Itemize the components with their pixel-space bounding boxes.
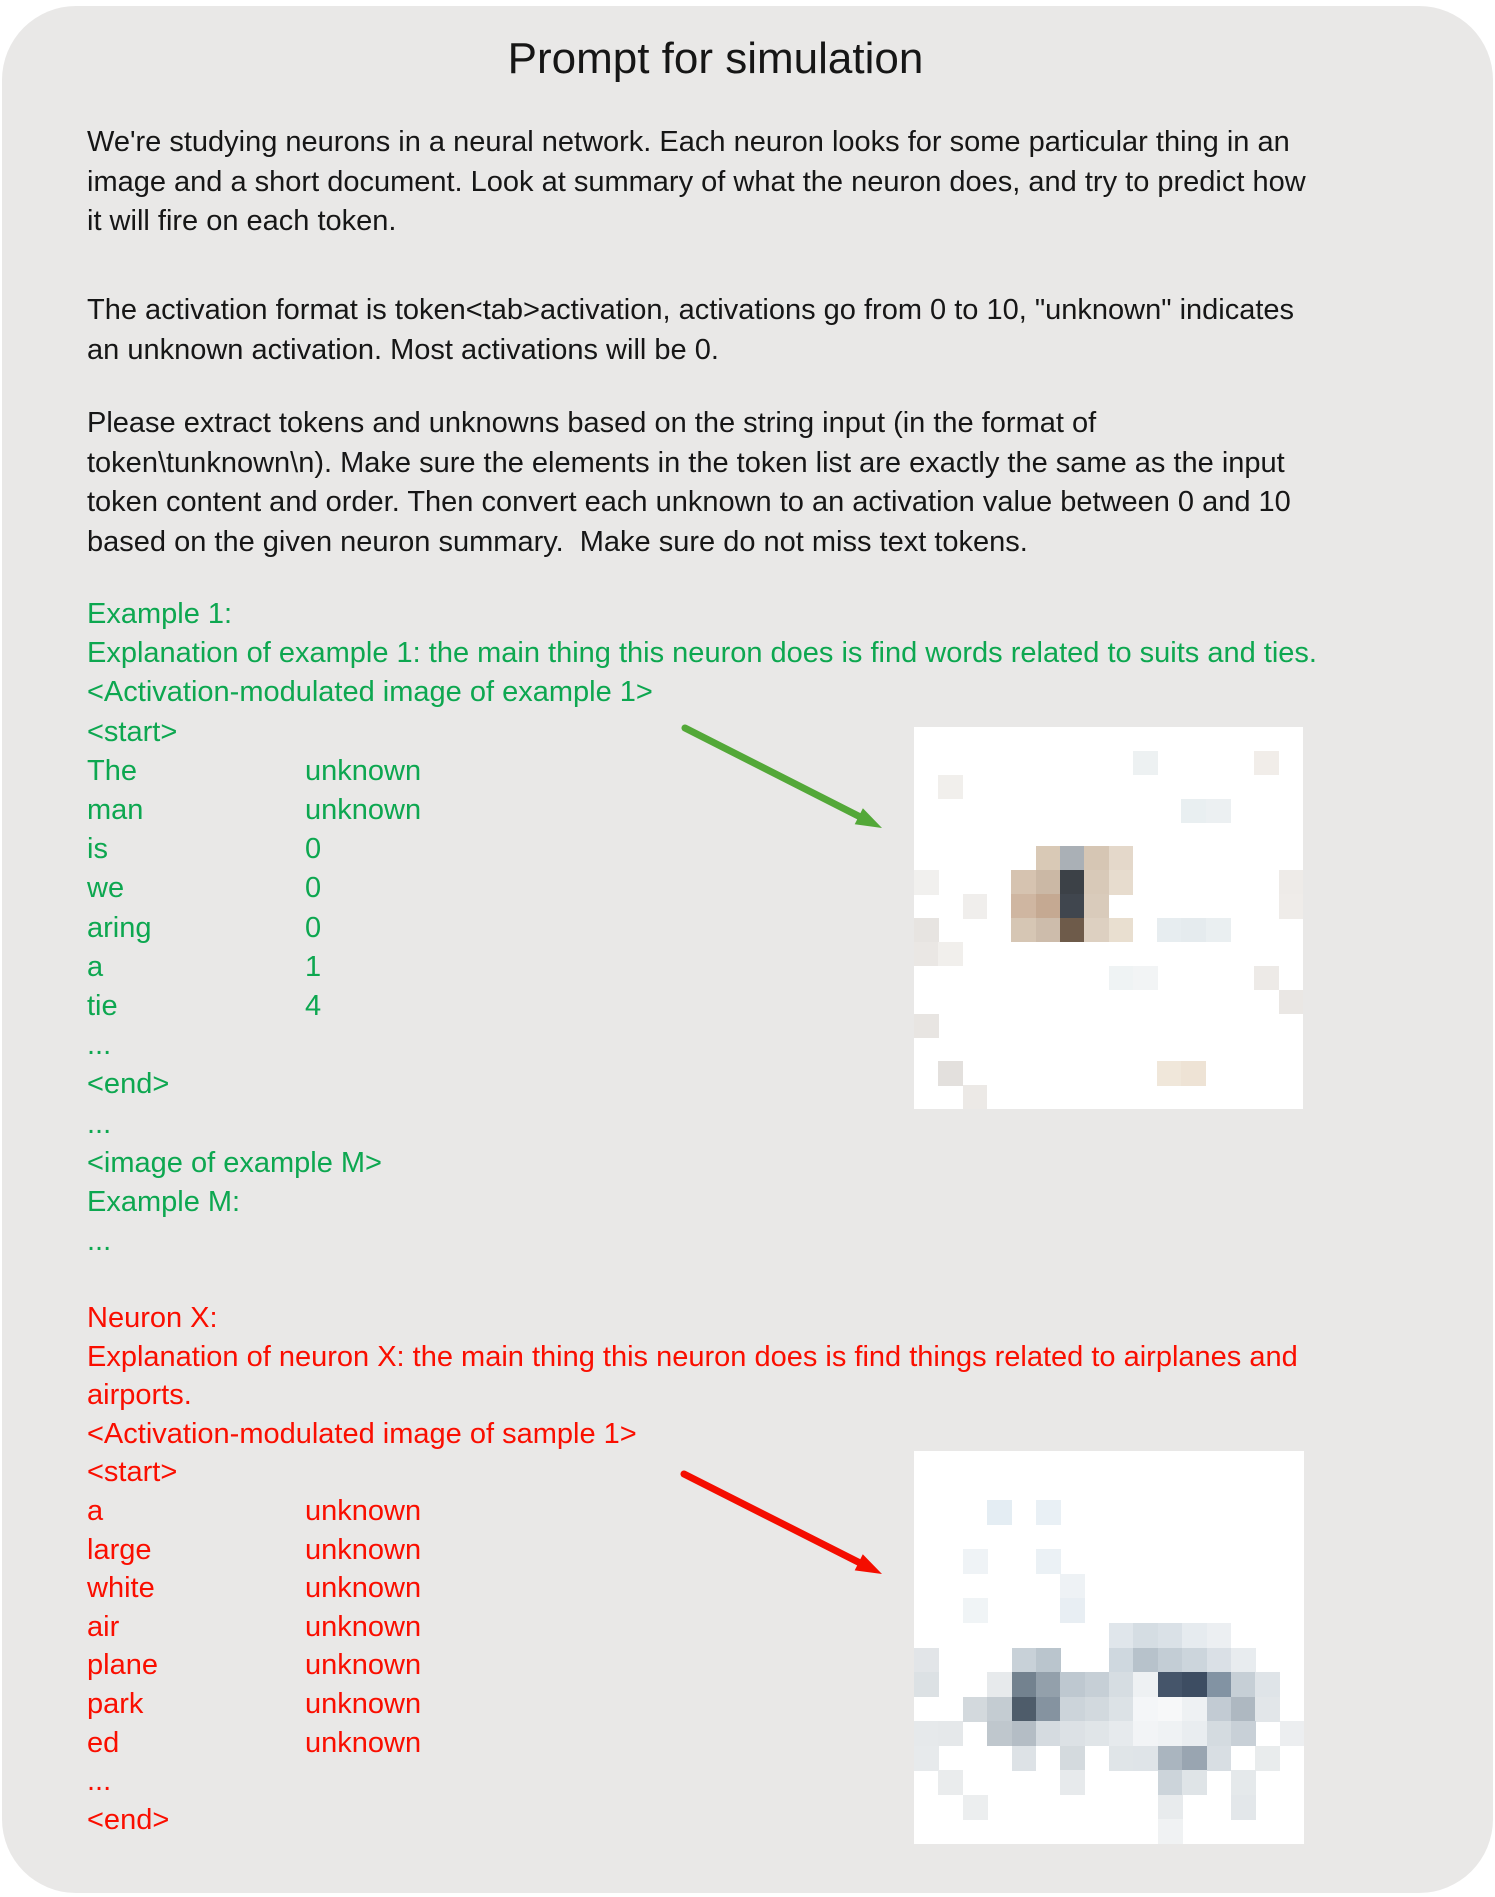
text-line: based on the given neuron summary. Make sure do not miss text tokens. <box>87 525 1028 558</box>
mosaic-cell <box>1011 894 1036 918</box>
mosaic-cell <box>938 1770 963 1795</box>
prompt-text-row: Neuron X: <box>87 1302 218 1334</box>
mosaic-cell <box>914 1672 939 1697</box>
figure-title: Prompt for simulation <box>507 34 924 83</box>
prompt-text-row: <start> <box>87 715 178 748</box>
mosaic-cell <box>1182 1721 1207 1746</box>
mosaic-cell <box>1060 1672 1085 1697</box>
mosaic-cell <box>914 1721 939 1746</box>
mosaic-cell <box>1182 1672 1207 1697</box>
activation-value: 0 <box>305 872 322 905</box>
mosaic-cell <box>1109 1648 1134 1673</box>
mosaic-cell <box>1158 1648 1183 1673</box>
mosaic-cell <box>1060 846 1085 870</box>
prompt-text-row: airports. <box>87 1379 192 1412</box>
mosaic-cell <box>938 1721 963 1746</box>
token-text: air <box>87 1610 120 1643</box>
mosaic-cell <box>1036 1697 1061 1722</box>
activation-value: 4 <box>305 990 322 1023</box>
mosaic-cell <box>1084 870 1109 894</box>
mosaic-cell <box>1255 1746 1280 1771</box>
activation-value: unknown <box>305 1649 422 1682</box>
mosaic-cell <box>938 775 963 799</box>
mosaic-cell <box>914 1648 939 1673</box>
mosaic-cell <box>1206 799 1231 823</box>
mosaic-cell <box>1255 1672 1280 1697</box>
mosaic-cell <box>938 942 963 966</box>
mosaic-cell <box>1109 918 1134 942</box>
mosaic-cell <box>1012 1648 1037 1673</box>
token-text: park <box>87 1687 144 1720</box>
prompt-text-row: ... <box>87 1029 112 1062</box>
mosaic-cell <box>1109 966 1134 990</box>
token-text: we <box>87 872 125 905</box>
mosaic-cell <box>963 1085 988 1109</box>
mosaic-cell <box>1133 1648 1158 1673</box>
mosaic-cell <box>1133 1746 1158 1771</box>
mosaic-cell <box>1011 870 1036 894</box>
example-1-activation-image <box>914 727 1303 1109</box>
mosaic-cell <box>963 1598 988 1623</box>
mosaic-cell <box>1011 918 1036 942</box>
mosaic-cell <box>1036 1672 1061 1697</box>
token-text: man <box>87 794 144 827</box>
mosaic-cell <box>1133 1721 1158 1746</box>
mosaic-cell <box>1109 1672 1134 1697</box>
mosaic-cell <box>1036 894 1061 918</box>
mosaic-cell <box>1158 1721 1183 1746</box>
mosaic-cell <box>1109 1697 1134 1722</box>
prompt-text-row: <Activation-modulated image of example 1> <box>87 676 653 709</box>
token-text: a <box>87 1494 104 1527</box>
mosaic-cell <box>914 942 939 966</box>
mosaic-cell <box>1181 918 1206 942</box>
mosaic-cell <box>1012 1746 1037 1771</box>
mosaic-cell <box>1231 1697 1256 1722</box>
mosaic-cell <box>1060 1770 1085 1795</box>
activation-value: 1 <box>305 950 322 983</box>
mosaic-cell <box>1231 1672 1256 1697</box>
mosaic-cell <box>1012 1697 1037 1722</box>
mosaic-cell <box>1060 1697 1085 1722</box>
mosaic-cell <box>1084 846 1109 870</box>
mosaic-cell <box>1109 1746 1134 1771</box>
activation-value: unknown <box>305 1533 422 1566</box>
mosaic-cell <box>1158 1672 1183 1697</box>
mosaic-cell <box>1060 1598 1085 1623</box>
mosaic-cell <box>914 1014 939 1038</box>
mosaic-cell <box>963 1697 988 1722</box>
activation-value: unknown <box>305 754 422 787</box>
activation-value: unknown <box>305 794 422 827</box>
mosaic-cell <box>1036 1721 1061 1746</box>
activation-value: unknown <box>305 1687 422 1720</box>
mosaic-cell <box>1231 1770 1256 1795</box>
token-text: aring <box>87 911 152 944</box>
mosaic-cell <box>1036 1500 1061 1525</box>
mosaic-cell <box>1158 1623 1183 1648</box>
mosaic-cell <box>1133 966 1158 990</box>
token-text: ed <box>87 1726 120 1759</box>
prompt-text-row: <end> <box>87 1068 170 1101</box>
mosaic-cell <box>1279 870 1303 894</box>
mosaic-cell <box>1109 1623 1134 1648</box>
mosaic-cell <box>1181 1061 1206 1085</box>
activation-value: unknown <box>305 1610 422 1643</box>
mosaic-cell <box>1084 918 1109 942</box>
mosaic-cell <box>1158 1746 1183 1771</box>
text-line: Please extract tokens and unknowns based on the string input (in the format of <box>87 407 1097 439</box>
mosaic-cell <box>1207 1697 1232 1722</box>
mosaic-cell <box>1133 1697 1158 1722</box>
mosaic-cell <box>1207 1721 1232 1746</box>
mosaic-cell <box>1133 1672 1158 1697</box>
mosaic-cell <box>1182 1770 1207 1795</box>
mosaic-cell <box>914 870 939 894</box>
mosaic-cell <box>1231 1721 1256 1746</box>
mosaic-cell <box>1182 1648 1207 1673</box>
mosaic-cell <box>1085 1672 1110 1697</box>
mosaic-cell <box>1254 751 1279 775</box>
activation-value: 0 <box>305 911 322 944</box>
mosaic-cell <box>1279 894 1303 918</box>
token-text: large <box>87 1533 152 1566</box>
mosaic-cell <box>1036 870 1061 894</box>
mosaic-cell <box>1012 1672 1037 1697</box>
mosaic-cell <box>1207 1746 1232 1771</box>
mosaic-cell <box>938 1061 963 1085</box>
mosaic-cell <box>987 1500 1012 1525</box>
mosaic-cell <box>1060 1746 1085 1771</box>
token-text: white <box>87 1572 155 1605</box>
activation-value: unknown <box>305 1494 422 1527</box>
mosaic-cell <box>1036 1648 1061 1673</box>
mosaic-cell <box>1182 1623 1207 1648</box>
mosaic-cell <box>1280 1721 1304 1746</box>
mosaic-cell <box>963 1549 988 1574</box>
mosaic-cell <box>1109 870 1134 894</box>
mosaic-cell <box>1036 1549 1061 1574</box>
token-text: tie <box>87 990 118 1023</box>
mosaic-cell <box>963 1795 988 1820</box>
mosaic-cell <box>1255 1697 1280 1722</box>
text-line: it will fire on each token. <box>87 205 397 237</box>
extract-instructions-paragraph <box>87 404 1291 562</box>
mosaic-cell <box>1182 1746 1207 1771</box>
mosaic-cell <box>1207 1623 1232 1648</box>
prompt-text-row: Explanation of neuron X: the main thing this neuron does is find things related to airplanes and <box>87 1340 1298 1373</box>
mosaic-cell <box>987 1672 1012 1697</box>
prompt-text-row: ... <box>87 1765 112 1798</box>
intro-paragraph <box>87 123 1306 242</box>
prompt-text-row: <end> <box>87 1803 170 1836</box>
mosaic-cell <box>1109 1721 1134 1746</box>
mosaic-cell <box>1279 990 1303 1014</box>
mosaic-cell <box>1181 799 1206 823</box>
mosaic-cell <box>1158 1770 1183 1795</box>
mosaic-cell <box>1207 1672 1232 1697</box>
mosaic-cell <box>914 918 939 942</box>
activation-value: unknown <box>305 1726 422 1759</box>
prompt-text-row: Example M: <box>87 1186 241 1219</box>
mosaic-cell <box>1133 1623 1158 1648</box>
prompt-text-row: <image of example M> <box>87 1146 382 1179</box>
mosaic-cell <box>1158 1697 1183 1722</box>
token-text: plane <box>87 1649 158 1682</box>
prompt-panel <box>2 6 1493 1893</box>
mosaic-cell <box>1109 846 1134 870</box>
mosaic-cell <box>1060 1721 1085 1746</box>
mosaic-cell <box>1085 1697 1110 1722</box>
mosaic-cell <box>914 1746 939 1771</box>
mosaic-cell <box>1182 1697 1207 1722</box>
mosaic-cell <box>1158 1795 1183 1820</box>
mosaic-cell <box>1206 918 1231 942</box>
mosaic-cell <box>1133 751 1158 775</box>
mosaic-cell <box>987 1697 1012 1722</box>
prompt-text-row: Example 1: <box>87 598 233 630</box>
token-text: is <box>87 833 108 866</box>
activation-value: unknown <box>305 1572 422 1605</box>
text-line: an unknown activation. Most activations will be 0. <box>87 333 719 366</box>
activation-value: 0 <box>305 833 322 866</box>
text-line: token\tunknown\n). Make sure the elements in the token list are exactly the same as the input <box>87 446 1285 479</box>
prompt-text-row: Explanation of example 1: the main thing this neuron does is find words related to suits and ties. <box>87 637 1317 670</box>
sample-1-activation-image <box>914 1451 1304 1844</box>
mosaic-cell <box>1207 1648 1232 1673</box>
mosaic-cell <box>1231 1795 1256 1820</box>
token-text: The <box>87 754 137 787</box>
prompt-text-row: ... <box>87 1225 112 1258</box>
mosaic-cell <box>1158 1819 1183 1844</box>
mosaic-cell <box>987 1721 1012 1746</box>
mosaic-cell <box>963 894 988 918</box>
mosaic-cell <box>1060 1574 1085 1599</box>
token-text: a <box>87 950 104 983</box>
prompt-text-row: ... <box>87 1107 112 1140</box>
text-line: image and a short document. Look at summary of what the neuron does, and try to predict how <box>87 165 1306 198</box>
mosaic-cell <box>1084 894 1109 918</box>
prompt-text-row: <Activation-modulated image of sample 1> <box>87 1417 637 1450</box>
mosaic-cell <box>1085 1721 1110 1746</box>
mosaic-cell <box>1036 918 1061 942</box>
mosaic-cell <box>1157 1061 1182 1085</box>
mosaic-cell <box>1060 870 1085 894</box>
mosaic-cell <box>1060 918 1085 942</box>
mosaic-cell <box>1012 1721 1037 1746</box>
mosaic-cell <box>1254 966 1279 990</box>
mosaic-cell <box>1060 894 1085 918</box>
text-line: The activation format is token<tab>activation, activations go from 0 to 10, "unknown" indicates <box>87 294 1295 326</box>
prompt-text-row: <start> <box>87 1456 178 1489</box>
activation-format-paragraph <box>87 291 1294 370</box>
mosaic-cell <box>1231 1648 1256 1673</box>
mosaic-cell <box>1157 918 1182 942</box>
text-line: We're studying neurons in a neural network. Each neuron looks for some particular thing in an <box>87 126 1290 158</box>
text-line: token content and order. Then convert each unknown to an activation value between 0 and 10 <box>87 486 1291 518</box>
mosaic-cell <box>1036 846 1061 870</box>
